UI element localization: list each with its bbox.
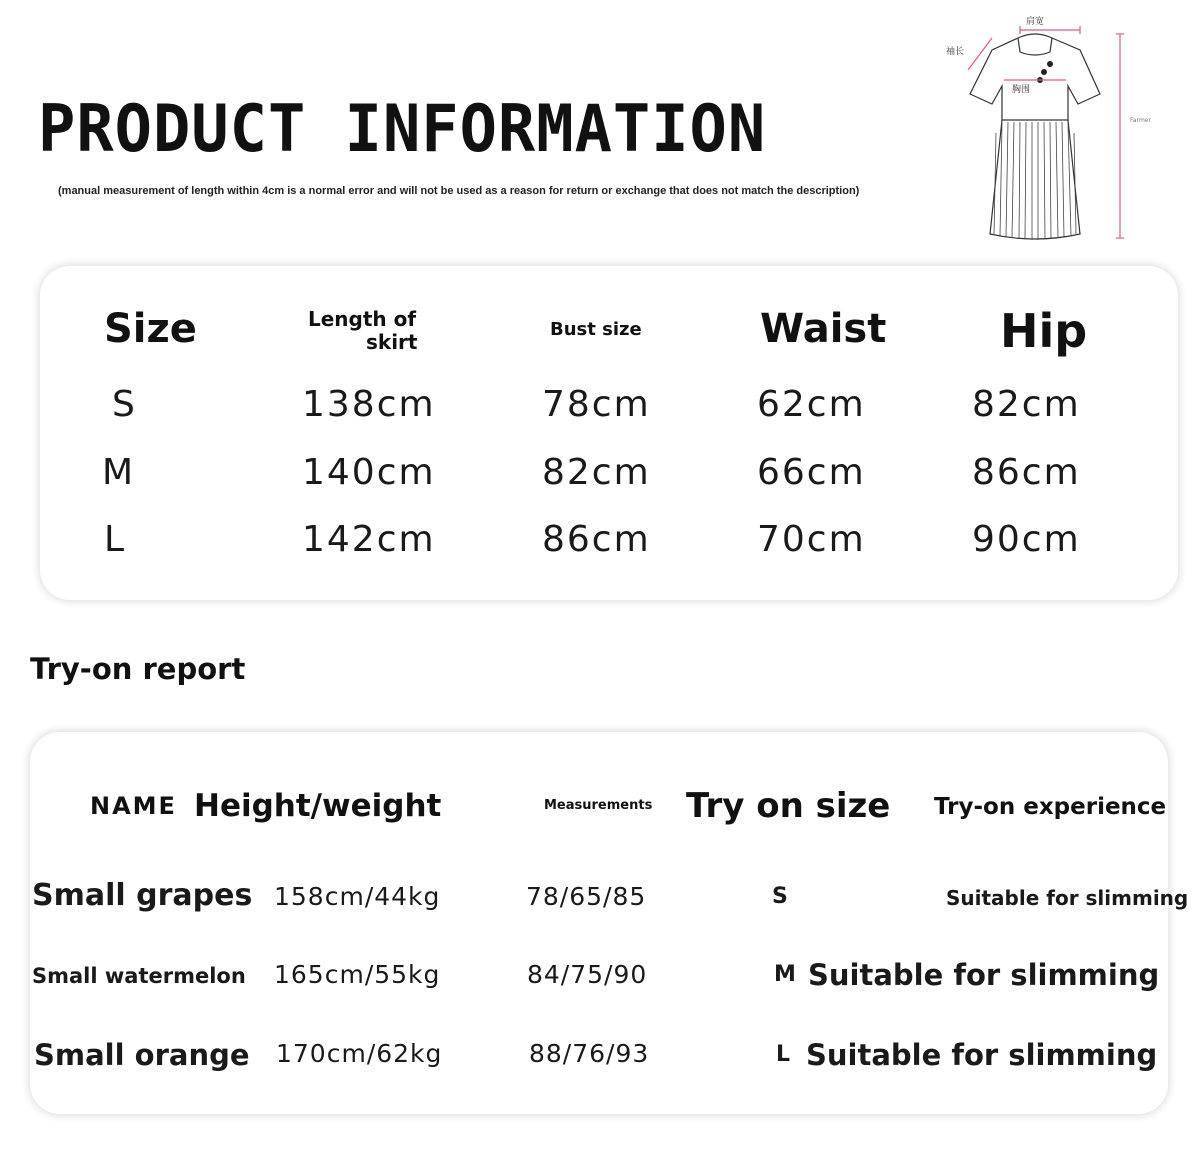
length-header-line1: Length of xyxy=(308,307,417,331)
tryon-measurements: 88/76/93 xyxy=(529,1039,650,1068)
tryon-name: Small grapes xyxy=(32,878,253,913)
length-label: Farmer xyxy=(1130,117,1151,124)
tryon-height-weight: 165cm/55kg xyxy=(274,960,441,989)
table-cell-waist: 66cm xyxy=(757,452,866,493)
table-cell-hip: 82cm xyxy=(972,384,1081,425)
size-header: Size xyxy=(104,306,197,352)
page-title: PRODUCT INFORMATION xyxy=(38,90,767,167)
sleeve-label: 袖长 xyxy=(946,47,965,57)
measurement-note: (manual measurement of length within 4cm is a normal error and will not be used as a reason for return or exchange that does not match the description) xyxy=(58,185,860,197)
dress-diagram xyxy=(940,8,1160,248)
table-cell-bust: 82cm xyxy=(542,452,651,493)
table-row-size: L xyxy=(104,519,127,560)
height-weight-header: Height/weight xyxy=(194,788,442,824)
bust-label: 胸围 xyxy=(1012,85,1031,95)
tryon-size: M xyxy=(774,962,796,987)
tryon-height-weight: 158cm/44kg xyxy=(274,882,441,911)
table-cell-bust: 78cm xyxy=(542,384,651,425)
tryon-experience: Suitable for slimming xyxy=(808,958,1160,992)
table-cell-length: 140cm xyxy=(302,452,436,493)
tryon-name: Small orange xyxy=(34,1038,250,1072)
shoulder-label: 肩宽 xyxy=(1026,17,1045,27)
tryon-section-title: Try-on report xyxy=(30,652,246,686)
table-cell-waist: 62cm xyxy=(757,384,866,425)
tryon-name: Small watermelon xyxy=(32,964,246,988)
tryon-experience: Suitable for slimming xyxy=(946,886,1189,910)
length-header-line2: skirt xyxy=(366,330,418,354)
table-cell-bust: 86cm xyxy=(542,519,651,560)
measurements-header: Measurements xyxy=(544,798,653,813)
tryon-experience: Suitable for slimming xyxy=(806,1038,1158,1072)
table-row-size: M xyxy=(102,452,136,493)
tryon-measurements: 84/75/90 xyxy=(527,960,648,989)
tryon-measurements: 78/65/85 xyxy=(526,882,647,911)
waist-header: Waist xyxy=(760,306,887,352)
table-row-size: S xyxy=(112,384,137,425)
tryon-size: S xyxy=(772,884,788,909)
table-cell-length: 142cm xyxy=(302,519,436,560)
tryon-table xyxy=(30,732,1189,1114)
table-cell-hip: 86cm xyxy=(972,452,1081,493)
try-on-size-header: Try on size xyxy=(686,786,891,826)
table-cell-waist: 70cm xyxy=(757,519,866,560)
bust-header: Bust size xyxy=(550,319,642,340)
tryon-size: L xyxy=(776,1042,791,1067)
experience-header: Try-on experience xyxy=(934,794,1167,820)
table-cell-length: 138cm xyxy=(302,384,436,425)
name-header: NAME xyxy=(90,792,177,820)
hip-header: Hip xyxy=(1000,304,1088,358)
table-cell-hip: 90cm xyxy=(972,519,1081,560)
size-table xyxy=(40,266,1178,600)
tryon-height-weight: 170cm/62kg xyxy=(276,1039,443,1068)
